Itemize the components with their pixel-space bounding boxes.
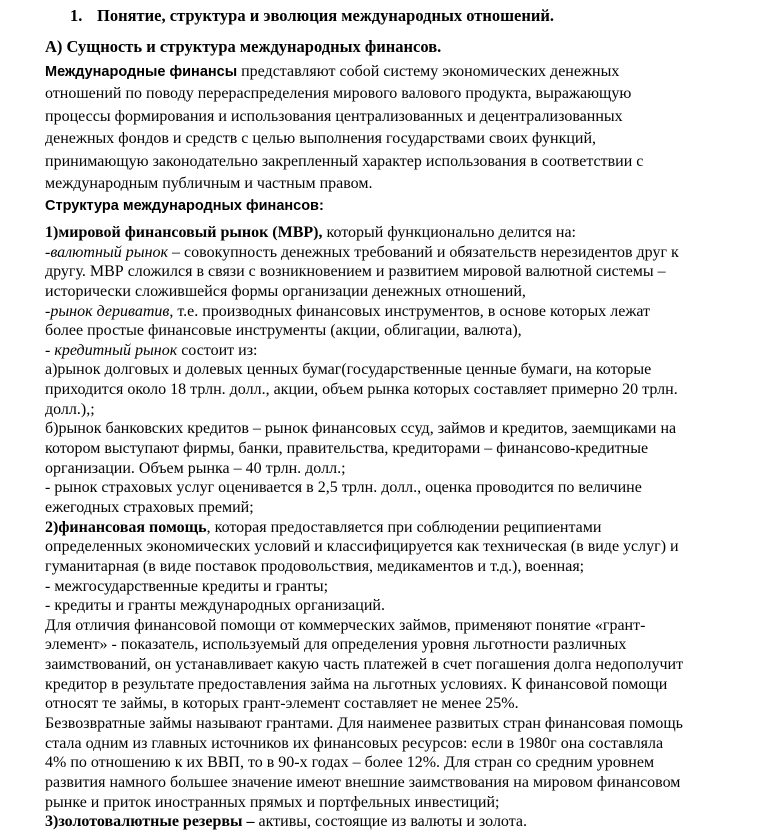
text-line xyxy=(45,419,683,439)
italic-term: -валютный рынок xyxy=(45,243,169,261)
text-line xyxy=(45,773,683,793)
bold-term: Международные финансы xyxy=(45,64,238,80)
text-segment: состоит из: xyxy=(177,341,258,359)
text-line xyxy=(45,282,683,302)
text-segment: - межгосударственные кредиты и гранты; xyxy=(45,577,329,595)
text-line xyxy=(45,557,683,577)
text-segment: денежных фондов и средств с целью выполнения государствами своих функций, xyxy=(45,130,597,148)
text-line xyxy=(45,321,683,341)
text-line xyxy=(45,262,683,282)
text-segment: Для отличия финансовой помощи от коммерческих займов, применяют понятие «грант- xyxy=(45,616,646,634)
text-segment: принимающую законодательно закрепленный характер использования в соответствии с xyxy=(45,152,644,170)
text-segment: элемент» - показатель, используемый для определения уровня льготности различных xyxy=(45,636,627,654)
text-segment: представляют собой систему экономических денежных xyxy=(237,63,620,80)
text-line xyxy=(45,380,683,400)
text-line xyxy=(45,302,683,322)
text-segment: относят те займы, в которых грант-элемент составляет не менее 25%. xyxy=(45,695,519,713)
text-segment: другу. МВР сложился в связи с возникновением и развитием мировой валютной системы – xyxy=(45,263,666,281)
text-line xyxy=(45,459,683,479)
text-line xyxy=(45,341,683,361)
text-line xyxy=(45,537,683,557)
bold-term: 2)финансовая помощь xyxy=(45,518,207,536)
text-line xyxy=(45,793,683,813)
text-segment: более простые финансовые инструменты (акции, облигации, валюта), xyxy=(45,322,522,340)
structure-list xyxy=(45,223,683,832)
text-line xyxy=(45,223,683,243)
text-segment: а)рынок долговых и долевых ценных бумаг(государственные ценные бумаги, на которые xyxy=(45,361,652,379)
text-segment: рынке и приток иностранных прямых и портфельных инвестиций; xyxy=(45,793,500,811)
text-segment: процессы формирования и использования централизованных и децентрализованных xyxy=(45,107,623,125)
text-segment: – совокупность денежных требований и обязательств нерезидентов друг к xyxy=(168,243,679,261)
text-segment: стала одним из главных источников их финансовых ресурсов: если в 1980г она составляла xyxy=(45,734,664,752)
text-line xyxy=(45,106,643,128)
text-line xyxy=(45,675,683,695)
text-line xyxy=(45,518,683,538)
text-line xyxy=(45,360,683,380)
text-segment: заимствований, он устанавливает какую часть платежей в счет погашения долга недополучит xyxy=(45,656,684,674)
text-segment: Безвозвратные займы называют грантами. Для наименее развитых стран финансовая помощь xyxy=(45,715,683,733)
text-segment: гуманитарная (в виде поставок продовольствия, медикаментов и т.д.), военная; xyxy=(45,557,585,575)
text-segment: котором выступают фирмы, банки, правительства, кредиторами – финансово-кредитные xyxy=(45,440,649,458)
text-segment: - xyxy=(45,341,55,359)
text-line xyxy=(45,812,683,832)
text-segment: - рынок страховых услуг оценивается в 2,5 трлн. долл., оценка проводится по величине xyxy=(45,479,642,497)
text-line xyxy=(45,596,683,616)
text-segment: кредитор в результате предоставления займа на льготных условиях. К финансовой помощи xyxy=(45,675,668,693)
text-line xyxy=(45,714,683,734)
text-line xyxy=(45,734,683,754)
document-title xyxy=(70,6,554,26)
italic-term: кредитный рынок xyxy=(54,341,178,359)
text-line xyxy=(45,577,683,597)
text-line xyxy=(45,694,683,714)
text-segment: международным публичным и частным правом. xyxy=(45,174,373,192)
text-line xyxy=(45,128,643,150)
bold-term: 1)мировой финансовый рынок (МВР), xyxy=(45,224,323,241)
text-segment: 4% по отношению к их ВВП, то в 90-х годах – более 12%. Для стран со средним уровнем xyxy=(45,754,655,772)
bold-term: 3)золотовалютные резервы – xyxy=(45,813,255,831)
definition-paragraph xyxy=(45,61,643,218)
text-line xyxy=(45,173,643,195)
text-line xyxy=(45,61,643,83)
text-line xyxy=(45,635,683,655)
text-line xyxy=(45,498,683,518)
text-segment: приходится около 18 трлн. долл., акции, объем рынка которых составляет примерно 20 трлн. xyxy=(45,381,678,399)
title-text: Понятие, структура и эволюция международных отношений. xyxy=(97,6,554,25)
text-segment: который функционально делится на: xyxy=(322,224,576,241)
text-segment: б)рынок банковских кредитов – рынок финансовых ссуд, займов и кредитов, заемщиками на xyxy=(45,420,677,438)
text-segment: развития намного большее значение имеют внешние заимствования на мировом финансовом xyxy=(45,773,681,791)
text-segment: ежегодных страховых премий; xyxy=(45,498,254,516)
text-line xyxy=(45,439,683,459)
text-line xyxy=(45,400,683,420)
text-segment: определенных экономических условий и классифицируется как техническая (в виде услуг) и xyxy=(45,538,679,556)
text-line xyxy=(45,83,643,105)
text-segment: - кредиты и гранты международных организаций. xyxy=(45,597,385,615)
text-segment: долл.),; xyxy=(45,400,95,418)
text-segment: организации. Объем рынка – 40 трлн. долл.; xyxy=(45,459,346,477)
text-segment: отношений по поводу перераспределения мирового валового продукта, выражающую xyxy=(45,85,632,103)
text-line xyxy=(45,655,683,675)
text-line xyxy=(45,753,683,773)
text-line xyxy=(45,243,683,263)
bold-term: Структура международных финансов: xyxy=(45,198,324,215)
text-segment: исторически сложившейся формы организации денежных отношений, xyxy=(45,282,526,300)
text-line xyxy=(45,478,683,498)
text-segment: активы, состоящие из валюты и золота. xyxy=(254,813,528,831)
section-heading: А) Сущность и структура международных финансов. xyxy=(45,37,442,56)
italic-term: -рынок дериватив xyxy=(45,302,170,320)
text-line xyxy=(45,195,643,217)
text-line xyxy=(45,616,683,636)
title-number: 1. xyxy=(70,6,83,25)
text-segment: , т.е. производных финансовых инструментов, в основе которых лежат xyxy=(169,302,651,320)
text-segment: , которая предоставляется при соблюдении реципиентами xyxy=(206,518,602,536)
text-line xyxy=(45,151,643,173)
